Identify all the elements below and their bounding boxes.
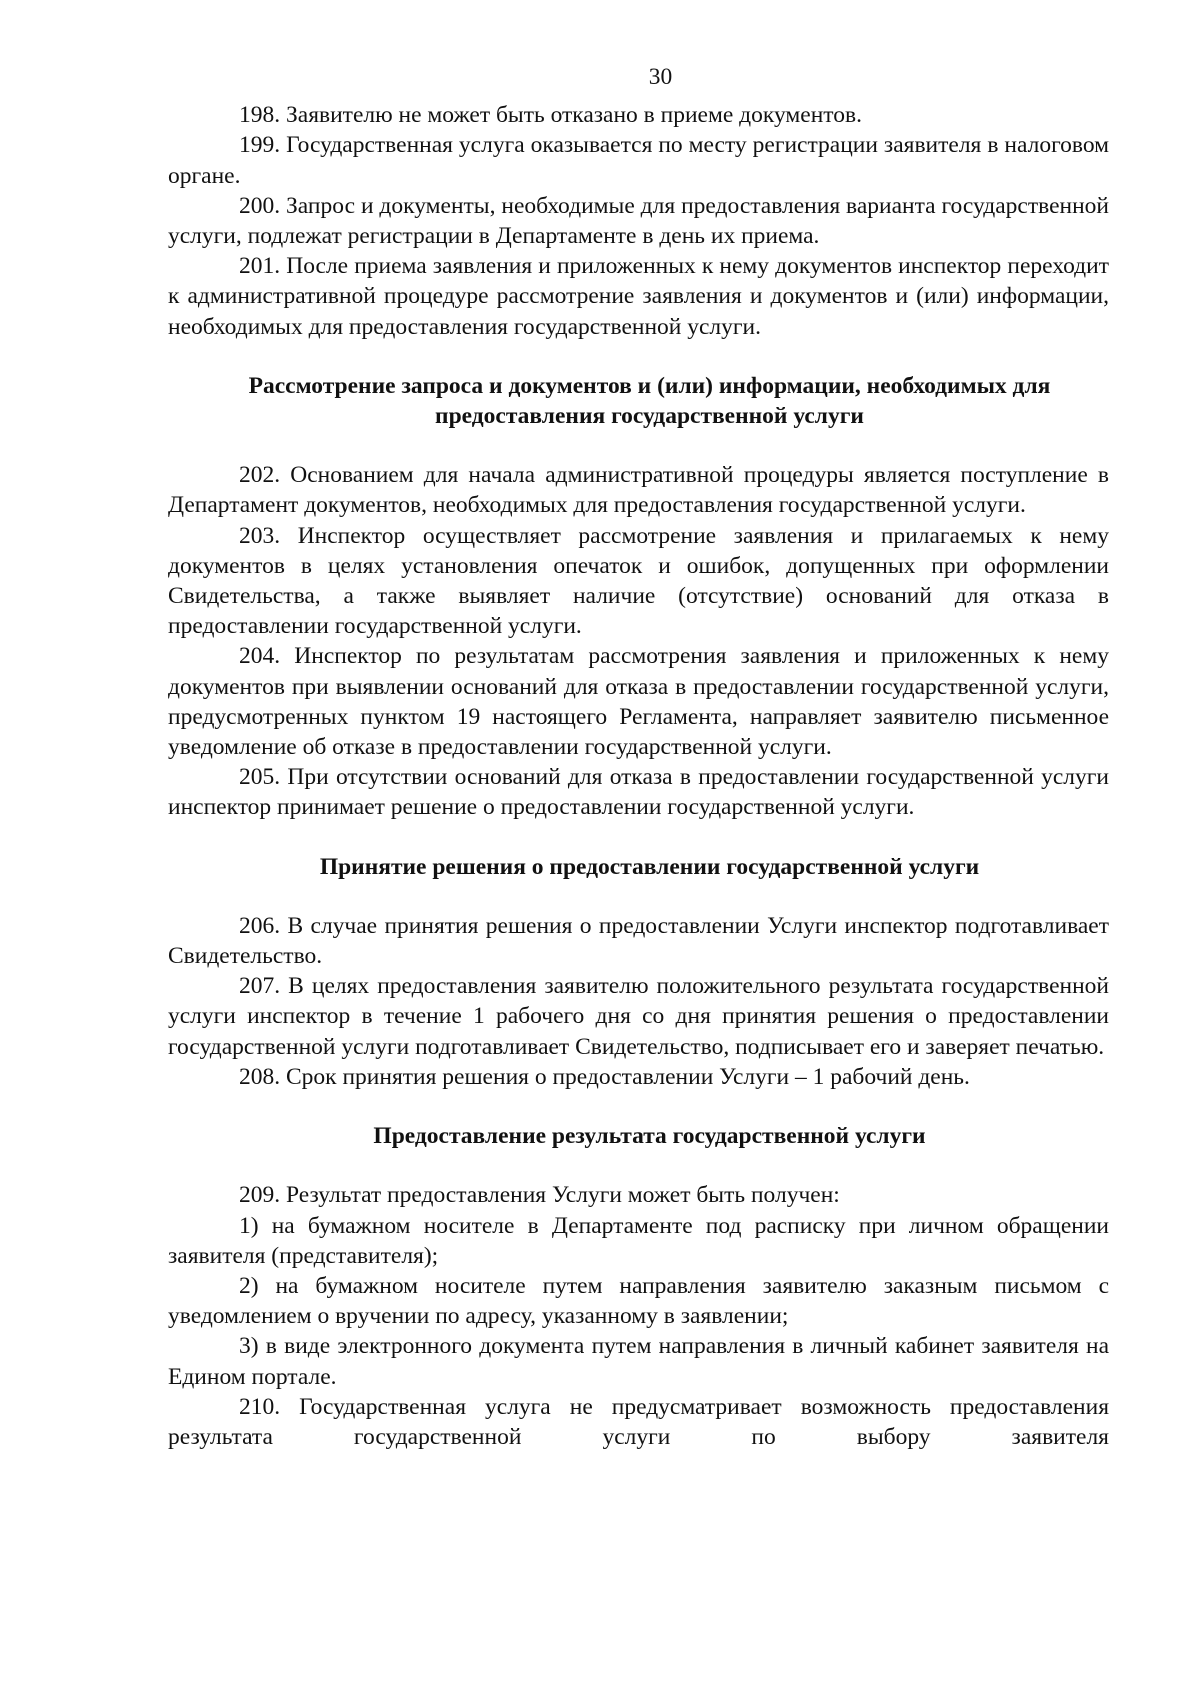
section-heading-decision: Принятие решения о предоставлении государственной услуги <box>319 853 980 880</box>
list-item-1: 1) на бумажном носителе в Департаменте под расписку при личном обращении заявителя (представителя); <box>168 1212 1109 1269</box>
page-number: 30 <box>648 64 673 90</box>
list-item-3: 3) в виде электронного документа путем направления в личный кабинет заявителя на Едином портале. <box>168 1333 1109 1390</box>
paragraph-199: 199. Государственная услуга оказывается по месту регистрации заявителя в налоговом органе. <box>168 132 1109 189</box>
paragraph-203: 203. Инспектор осуществляет рассмотрение заявления и прилагаемых к нему документов в целях установления опечаток и ошибок, допущенных при оформлении Свидетельства, а также выявляет наличие (отсутствие) оснований для отказа в предоставлении государственной услуги. <box>168 522 1109 640</box>
paragraph-204: 204. Инспектор по результатам рассмотрения заявления и приложенных к нему документов при выявлении оснований для отказа в предоставлении государственной услуги, предусмотренных пунктом 19 настоящего Регламента, направляет заявителю письменное уведомление об отказе в предоставлении государственной услуги. <box>168 643 1109 761</box>
paragraph-210: 210. Государственная услуга не предусматривает возможность предоставления результата государственной услуги по выбору заявителя <box>168 1393 1109 1450</box>
paragraph-202: 202. Основанием для начала административной процедуры является поступление в Департамент документов, необходимых для предоставления государственной услуги. <box>168 462 1109 519</box>
document-page <box>168 62 1109 1452</box>
paragraph-208: 208. Срок принятия решения о предоставлении Услуги – 1 рабочий день. <box>239 1063 970 1090</box>
paragraph-206: 206. В случае принятия решения о предоставлении Услуги инспектор подготавливает Свидетельство. <box>168 912 1109 970</box>
paragraph-207: 207. В целях предоставления заявителю положительного результата государственной услуги инспектор в течение 1 рабочего дня со дня принятия решения о предоставлении государственной услуги подготавливает Свидетельство, подписывает его и заверяет печатью. <box>168 973 1109 1060</box>
paragraph-209: 209. Результат предоставления Услуги может быть получен: <box>239 1182 840 1209</box>
list-item-2: 2) на бумажном носителе путем направления заявителю заказным письмом с уведомлением о вручении по адресу, указанному в заявлении; <box>168 1272 1109 1330</box>
paragraph-205: 205. При отсутствии оснований для отказа в предоставлении государственной услуги инспектор принимает решение о предоставлении государственной услуги. <box>168 764 1109 821</box>
section-heading-review: Рассмотрение запроса и документов и (или) информации, необходимых для предоставления государственной услуги <box>248 372 1051 430</box>
paragraph-200: 200. Запрос и документы, необходимые для предоставления варианта государственной услуги, подлежат регистрации в Департаменте в день их приема. <box>168 192 1109 250</box>
paragraph-198: 198. Заявителю не может быть отказано в приеме документов. <box>239 102 862 129</box>
section-heading-result: Предоставление результата государственной услуги <box>373 1123 926 1150</box>
paragraph-201: 201. После приема заявления и приложенных к нему документов инспектор переходит к административной процедуре рассмотрение заявления и документов и (или) информации, необходимых для предоставления государственной услуги. <box>168 253 1109 340</box>
